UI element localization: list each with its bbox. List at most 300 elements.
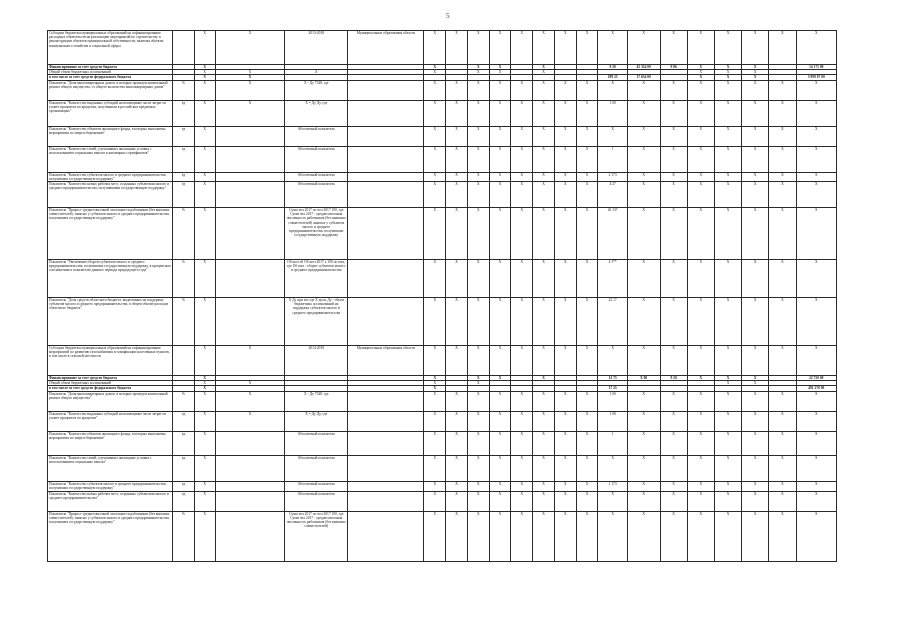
row-description-cell: Показатель "Доля многоквартирных домов, в которых проведен капитальный ремонт общего имущества, от общего количества многоквартирных домов" — [48, 80, 173, 100]
table-cell: X — [467, 31, 489, 65]
row-description-cell: Показатель "Количество выданных субсидий на возмещение части затрат по уплате процентов по кредитам" — [48, 411, 173, 431]
table-cell: X — [194, 376, 215, 381]
table-cell: X — [627, 208, 660, 260]
table-cell: X — [714, 381, 741, 386]
row-description-cell: Показатель "Количество объектов жилищного фонда, в которых выполнены мероприятия по энергосбережению" — [48, 126, 173, 146]
table-cell: X — [742, 491, 769, 511]
table-cell: X — [627, 511, 660, 561]
table-cell: X — [215, 70, 285, 75]
table-cell: X — [660, 511, 687, 561]
table-cell: X — [554, 491, 576, 511]
table-cell: X — [714, 65, 741, 70]
table-cell: 12 75 — [598, 376, 627, 381]
table-cell — [348, 411, 424, 431]
table-cell — [215, 182, 285, 208]
table-cell: X — [424, 100, 446, 126]
table-cell: X — [489, 346, 511, 376]
table-cell: X — [769, 100, 796, 126]
table-cell: X — [424, 31, 446, 65]
table-cell: X — [627, 126, 660, 146]
table-cell: X — [576, 146, 598, 172]
table-cell: X — [467, 481, 489, 491]
table-cell: X — [796, 455, 836, 481]
budget-table — [47, 30, 837, 562]
table-cell: X — [627, 455, 660, 481]
table-cell: % — [173, 511, 195, 561]
table-cell: Х - Ду 7348, где — [285, 80, 348, 100]
table-cell: X — [215, 391, 285, 411]
table-cell: X — [489, 411, 511, 431]
table-cell: X — [554, 411, 576, 431]
table-cell: X — [194, 172, 215, 181]
table-cell: ед — [173, 491, 195, 511]
table-cell: X — [533, 391, 555, 411]
table-cell: X — [467, 100, 489, 126]
table-cell — [348, 391, 424, 411]
table-cell: X — [554, 481, 576, 491]
table-cell: X — [660, 431, 687, 455]
table-row — [48, 146, 837, 172]
table-cell: X — [598, 126, 627, 146]
table-row — [48, 511, 837, 561]
row-description-cell: Финансирование за счет средств бюджета — [48, 376, 173, 381]
table-cell: X — [796, 391, 836, 411]
table-cell: X — [742, 455, 769, 481]
row-description-cell: Показатель "Прирост среднесписочной численности работников (без внешних совместителей), занятых у субъектов малого и среднего предпринимательства, получивших государственную поддержку" — [48, 208, 173, 260]
table-cell: X — [467, 411, 489, 431]
table-cell: X — [533, 182, 555, 208]
table-cell: X — [489, 391, 511, 411]
table-cell — [348, 431, 424, 455]
table-cell: X — [742, 481, 769, 491]
table-cell: X — [554, 31, 576, 65]
table-cell: X — [511, 346, 533, 376]
table-cell: X — [742, 298, 769, 346]
table-cell: X — [687, 70, 714, 75]
table-cell: X — [660, 126, 687, 146]
table-cell: X — [511, 431, 533, 455]
table-cell: 1 173 — [598, 481, 627, 491]
table-cell: X — [194, 481, 215, 491]
table-cell: X — [489, 172, 511, 181]
table-cell: X — [554, 172, 576, 181]
table-cell: X — [489, 100, 511, 126]
table-cell: X — [194, 126, 215, 146]
table-cell — [215, 172, 285, 181]
table-cell: X — [533, 70, 555, 75]
table-cell: X — [714, 100, 741, 126]
table-cell: X — [446, 80, 468, 100]
table-cell: X — [533, 100, 555, 126]
table-cell: X — [511, 31, 533, 65]
table-cell: Х Ду при экс где Х доля, Ду - объем бюджетных ассигнований на поддержку субъектов малого и среднего предпринимательства — [285, 298, 348, 346]
table-cell: X — [194, 31, 215, 65]
table-row — [48, 260, 837, 298]
table-cell — [348, 208, 424, 260]
table-cell: X — [687, 65, 714, 70]
row-description-cell: Показатель "Количество объектов жилищного фонда, в которых выполнены мероприятия по энергосбережению" — [48, 431, 173, 455]
table-cell: X — [742, 411, 769, 431]
table-cell: X — [511, 172, 533, 181]
table-cell: X — [769, 346, 796, 376]
table-cell: X — [627, 182, 660, 208]
table-cell: X — [598, 455, 627, 481]
table-cell: X — [446, 481, 468, 491]
table-cell: X — [424, 411, 446, 431]
table-row — [48, 100, 837, 126]
table-cell: X — [215, 100, 285, 126]
table-cell: X — [194, 208, 215, 260]
table-cell: X — [796, 481, 836, 491]
table-cell: X — [533, 511, 555, 561]
table-cell: X — [424, 208, 446, 260]
table-cell: X — [769, 182, 796, 208]
table-cell — [348, 455, 424, 481]
table-cell: X — [489, 31, 511, 65]
table-cell: X — [489, 146, 511, 172]
table-cell: X — [742, 146, 769, 172]
table-cell: X — [424, 182, 446, 208]
table-cell: X — [742, 431, 769, 455]
table-cell: X — [489, 481, 511, 491]
table-cell: X — [554, 260, 576, 298]
table-cell: X — [687, 346, 714, 376]
table-cell — [348, 491, 424, 511]
row-description-cell: Показатель "Доля многоквартирных домов, в которых проведен капитальный ремонт общего имущества" — [48, 391, 173, 411]
table-cell: X — [742, 172, 769, 181]
table-cell: X — [769, 411, 796, 431]
table-cell: X — [714, 146, 741, 172]
table-cell: X — [627, 172, 660, 181]
table-cell: X — [467, 65, 489, 70]
table-cell: X — [511, 481, 533, 491]
table-cell: X — [627, 391, 660, 411]
table-cell: % — [173, 80, 195, 100]
table-cell: X — [660, 411, 687, 431]
table-cell: X — [796, 208, 836, 260]
table-cell: X — [194, 146, 215, 172]
table-cell: X — [194, 80, 215, 100]
table-cell: X — [446, 31, 468, 65]
table-row — [48, 80, 837, 100]
table-cell: X — [742, 80, 769, 100]
table-cell: X — [194, 65, 215, 70]
table-cell: X — [533, 208, 555, 260]
table-cell: X — [424, 386, 446, 391]
table-cell: X — [576, 491, 598, 511]
table-cell — [215, 208, 285, 260]
table-cell: X — [446, 100, 468, 126]
table-cell: X — [627, 31, 660, 65]
row-description-cell: Показатель "Количество новых рабочих мест, созданных субъектами малого и среднего предпринимательства, получившими государственную поддержку" — [48, 182, 173, 208]
table-cell: Абсолютный показатель — [285, 182, 348, 208]
table-cell: 9 86 — [660, 65, 687, 70]
table-cell: X — [194, 298, 215, 346]
table-cell: X — [194, 391, 215, 411]
table-cell: X — [714, 75, 741, 80]
table-cell: X — [554, 80, 576, 100]
table-cell: X — [215, 80, 285, 100]
table-cell: X — [714, 70, 741, 75]
table-cell: X — [446, 172, 468, 181]
table-cell: 1 00 — [598, 411, 627, 431]
table-cell: 299 25 — [598, 75, 627, 80]
table-row — [48, 346, 837, 376]
table-cell: X — [742, 381, 769, 386]
table-cell: X — [576, 182, 598, 208]
table-cell: X — [687, 182, 714, 208]
table-cell: X — [511, 411, 533, 431]
table-cell: X — [627, 346, 660, 376]
table-cell: X — [489, 80, 511, 100]
table-cell: X — [215, 31, 285, 65]
table-cell: X — [194, 260, 215, 298]
table-cell: X — [598, 31, 627, 65]
table-cell: X — [446, 126, 468, 146]
table-cell: X — [533, 298, 555, 346]
table-cell: X — [598, 511, 627, 561]
table-cell: X — [446, 411, 468, 431]
table-cell: X — [742, 511, 769, 561]
table-cell: X — [467, 146, 489, 172]
table-cell: X — [489, 70, 511, 75]
table-cell — [173, 346, 195, 376]
table-cell: X — [687, 126, 714, 146]
table-cell: X — [533, 126, 555, 146]
table-cell — [348, 100, 424, 126]
table-cell: X — [769, 481, 796, 491]
table-cell: X — [511, 260, 533, 298]
table-cell: X — [511, 100, 533, 126]
table-cell: Абсолютный показатель — [285, 172, 348, 181]
table-cell: X — [533, 481, 555, 491]
table-cell: X — [467, 172, 489, 181]
table-cell: X — [554, 455, 576, 481]
table-cell: X — [424, 65, 446, 70]
row-description-cell: в том числе за счет средств федерального бюджета — [48, 386, 173, 391]
table-cell: X — [687, 75, 714, 80]
table-cell: X — [576, 511, 598, 561]
table-cell: X — [576, 172, 598, 181]
table-cell: ед — [173, 481, 195, 491]
table-cell: X — [576, 208, 598, 260]
table-cell: X — [424, 298, 446, 346]
table-cell: X — [446, 455, 468, 481]
table-cell: 2014-2018 — [285, 346, 348, 376]
table-row — [48, 298, 837, 346]
table-cell: X — [467, 391, 489, 411]
table-cell: X — [489, 298, 511, 346]
table-cell: X — [489, 376, 511, 381]
table-cell — [348, 172, 424, 181]
table-cell: X — [467, 491, 489, 511]
table-cell: X — [424, 146, 446, 172]
table-cell: X — [424, 431, 446, 455]
table-cell: X — [533, 431, 555, 455]
table-cell: X — [660, 146, 687, 172]
table-cell: X — [660, 346, 687, 376]
table-cell: X — [796, 431, 836, 455]
table-cell: X — [769, 172, 796, 181]
row-description-cell: Показатель "Количество выданных субсидий на возмещение части затрат по уплате процентов по кредитам, полученным в российских кредитных организациях" — [48, 100, 173, 126]
table-cell: X — [576, 260, 598, 298]
table-cell: X — [489, 182, 511, 208]
table-cell: 14 175 00 — [796, 65, 836, 70]
table-cell: X — [687, 100, 714, 126]
table-cell: Абсолютный показатель — [285, 431, 348, 455]
table-cell: X — [660, 491, 687, 511]
row-description-cell: Показатель "Количество семей, улучшивших жилищные условия с использованием социальных выплат" — [48, 455, 173, 481]
table-cell: X — [687, 172, 714, 181]
table-cell: X — [687, 146, 714, 172]
table-cell: X — [194, 75, 215, 80]
table-cell: X — [424, 172, 446, 181]
table-cell: X — [424, 491, 446, 511]
table-body — [48, 31, 837, 562]
table-cell: X — [194, 100, 215, 126]
table-cell: 1 — [598, 146, 627, 172]
table-row — [48, 208, 837, 260]
table-cell: X — [742, 208, 769, 260]
row-description-cell: Финансирование за счет средств бюджета — [48, 65, 173, 70]
table-cell: X — [742, 100, 769, 126]
table-cell: X — [511, 391, 533, 411]
table-cell: X — [576, 455, 598, 481]
table-cell: ед — [173, 455, 195, 481]
table-cell: X — [511, 80, 533, 100]
table-cell: X — [467, 260, 489, 298]
table-cell: X — [714, 391, 741, 411]
table-cell: X — [598, 80, 627, 100]
table-cell: X — [687, 31, 714, 65]
table-cell: X — [467, 381, 489, 386]
row-description-cell: Показатель "Количество субъектов малого и среднего предпринимательства, получивших государственную поддержку" — [48, 481, 173, 491]
table-cell: X — [576, 31, 598, 65]
table-cell: X — [533, 491, 555, 511]
table-cell: X — [769, 31, 796, 65]
table-cell: X — [467, 431, 489, 455]
table-cell — [215, 481, 285, 491]
table-cell: X — [215, 75, 285, 80]
table-cell: 491 270 00 — [796, 386, 836, 391]
table-cell: X — [769, 391, 796, 411]
table-cell: X — [554, 431, 576, 455]
table-cell: X — [424, 346, 446, 376]
table-cell: X — [796, 172, 836, 181]
table-cell: X — [742, 31, 769, 65]
table-cell: X — [511, 182, 533, 208]
table-cell — [215, 126, 285, 146]
table-cell: X — [489, 511, 511, 561]
table-cell: X — [796, 100, 836, 126]
table-cell: X 00 — [627, 376, 660, 381]
table-cell: X — [467, 208, 489, 260]
table-cell: X — [467, 376, 489, 381]
table-cell: X — [576, 126, 598, 146]
table-cell: X — [714, 455, 741, 481]
table-cell: X — [533, 346, 555, 376]
row-description-cell: Показатель "Увеличение оборота субъектов малого и среднего предпринимательства, получивших государственную поддержку, в процентном соотношении к показателю данного периода предыдущего года" — [48, 260, 173, 298]
table-cell: X — [660, 391, 687, 411]
table-cell — [173, 31, 195, 65]
table-cell: X — [424, 70, 446, 75]
table-cell: X — [714, 126, 741, 146]
table-cell: X — [533, 376, 555, 381]
table-cell: X — [660, 31, 687, 65]
table-cell: X — [714, 260, 741, 298]
table-cell: X — [194, 386, 215, 391]
table-cell: X — [446, 182, 468, 208]
table-cell: X — [554, 346, 576, 376]
table-cell: Муниципальные образования области — [348, 346, 424, 376]
table-cell: X — [796, 298, 836, 346]
table-cell: 1 — [598, 431, 627, 455]
table-cell: X — [424, 80, 446, 100]
table-cell: X — [796, 346, 836, 376]
table-cell: ед — [173, 411, 195, 431]
table-cell: X — [742, 70, 769, 75]
table-cell: 26 137 — [598, 208, 627, 260]
table-cell: X — [215, 346, 285, 376]
table-cell: X — [687, 491, 714, 511]
table-cell — [215, 146, 285, 172]
table-cell: X — [424, 381, 446, 386]
table-cell: X — [714, 431, 741, 455]
table-cell: X — [796, 80, 836, 100]
table-cell: 17 634 00 — [627, 75, 660, 80]
table-cell: X — [554, 208, 576, 260]
table-cell: Х = Ду Ду, где — [285, 100, 348, 126]
table-cell: 9 20 — [660, 376, 687, 381]
table-cell: X — [742, 65, 769, 70]
table-cell: X — [576, 391, 598, 411]
table-cell: X — [769, 511, 796, 561]
table-cell — [348, 481, 424, 491]
table-cell: X — [554, 146, 576, 172]
table-cell: X — [714, 80, 741, 100]
table-cell — [348, 260, 424, 298]
table-cell: X — [511, 146, 533, 172]
table-cell: X — [489, 491, 511, 511]
table-cell: X — [554, 100, 576, 126]
table-cell: X — [194, 455, 215, 481]
table-cell: X — [796, 146, 836, 172]
table-cell: X — [769, 431, 796, 455]
table-cell: X — [714, 481, 741, 491]
table-cell: ед — [173, 182, 195, 208]
table-cell — [348, 126, 424, 146]
row-description-cell: Общий объем бюджетных ассигнований — [48, 381, 173, 386]
table-row — [48, 491, 837, 511]
table-cell: X — [660, 182, 687, 208]
table-cell: X — [511, 208, 533, 260]
table-row — [48, 126, 837, 146]
table-cell: X — [467, 70, 489, 75]
table-cell — [215, 511, 285, 561]
table-cell: Муниципальные образования области — [348, 31, 424, 65]
table-cell: Абсолютный показатель — [285, 146, 348, 172]
table-cell: X — [576, 80, 598, 100]
table-cell: X — [796, 182, 836, 208]
table-cell: X — [194, 381, 215, 386]
table-cell: X — [424, 376, 446, 381]
table-cell: X — [796, 31, 836, 65]
row-description-cell: Субсидии бюджетам муниципальных образований на софинансирование расходных обязательств на реализацию мероприятий по строительству и реконструкции объектов муниципальной собственности, включая объекты коммунального хозяйства и социальной сферы — [48, 31, 173, 65]
table-cell: X — [796, 260, 836, 298]
table-cell: ед — [173, 100, 195, 126]
table-cell: X — [769, 298, 796, 346]
table-cell: X — [424, 455, 446, 481]
